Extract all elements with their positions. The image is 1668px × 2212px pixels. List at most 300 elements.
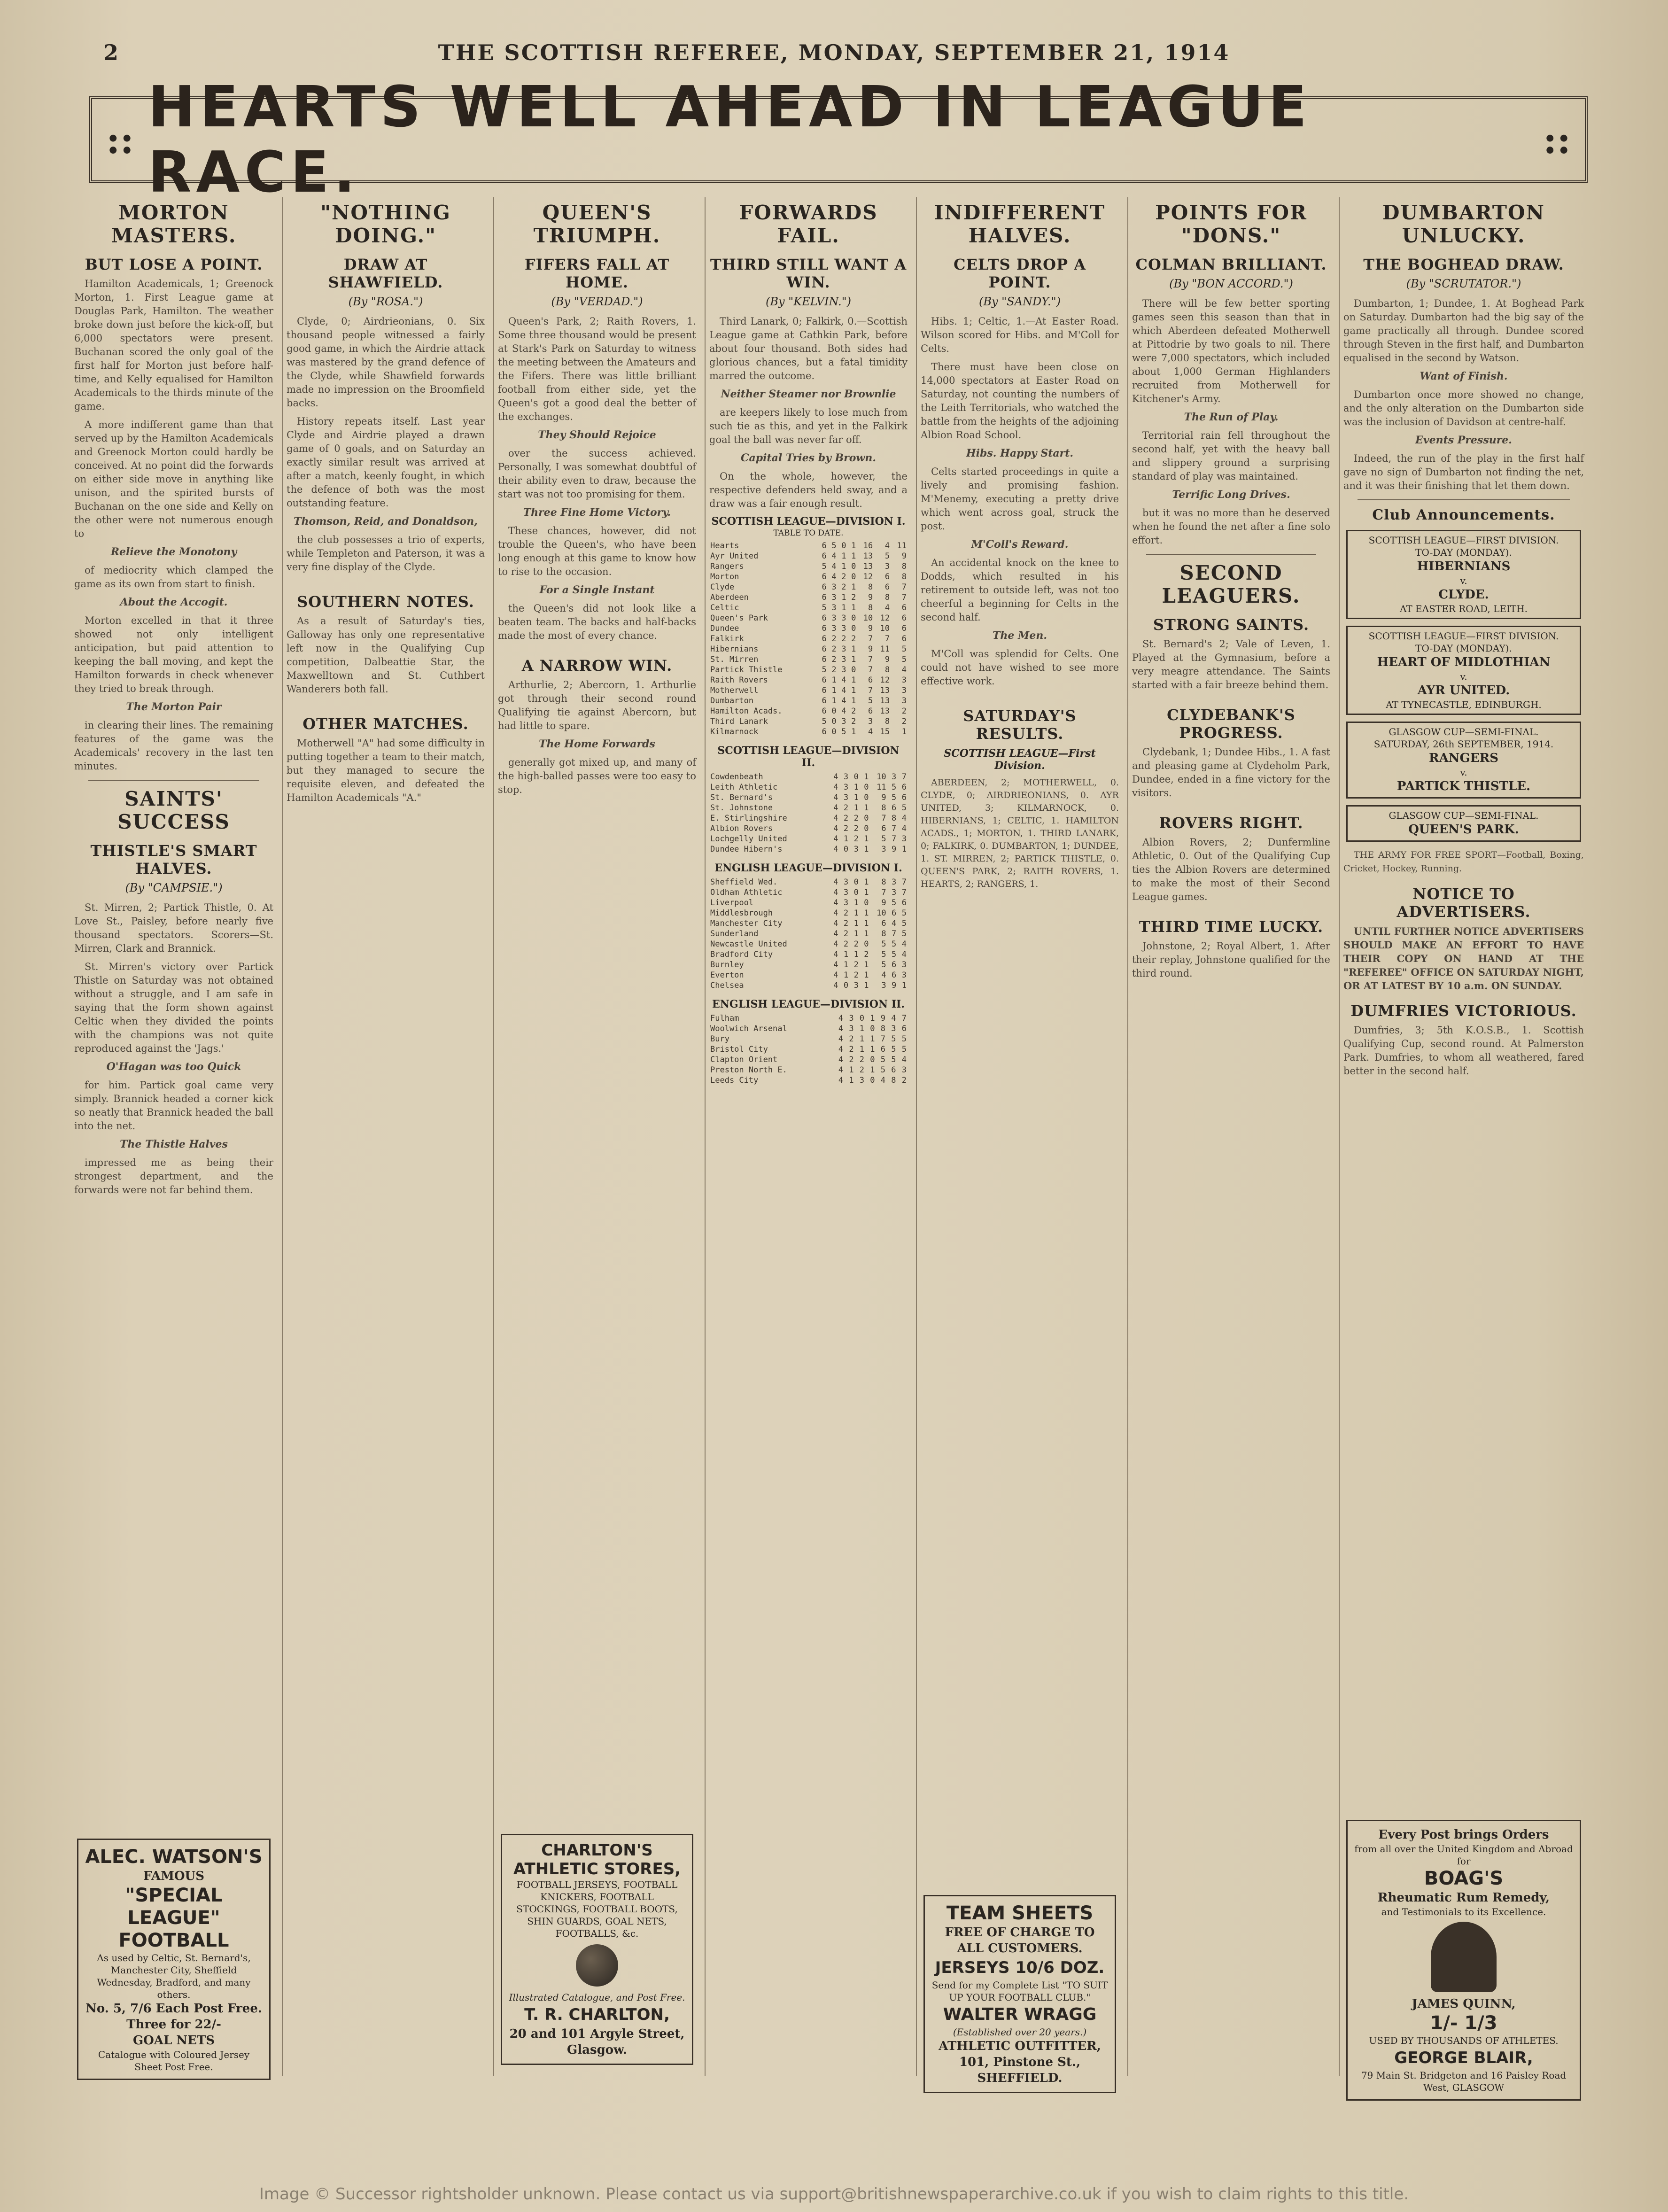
stat-cell: 1 (851, 696, 856, 706)
stat-cell: 2 (841, 572, 846, 582)
table-row (709, 970, 908, 980)
stat-cell: 1 (841, 551, 846, 561)
ad-team: PARTICK THISTLE. (1396, 779, 1531, 793)
stat-cell: 1 (864, 888, 869, 897)
stat-cell: 4 (833, 981, 838, 990)
ad-line: GOAL NETS (132, 2033, 215, 2048)
stat-cell: 1 (851, 727, 856, 737)
ad-line: v. (1460, 575, 1467, 586)
stat-cell: 3 (831, 603, 837, 613)
announcements-heading: Club Announcements. (1372, 507, 1555, 523)
stat-cell: 5 (822, 717, 827, 726)
stat-cell: 6 (901, 603, 907, 613)
stat-cell: 1 (864, 803, 869, 813)
table-row (709, 1055, 908, 1065)
table-row (709, 772, 908, 782)
paragraph: UNTIL FURTHER NOTICE ADVERTISERS SHOULD MAKE AN EFFORT TO HAVE THEIR COPY ON HAND AT THE "REFEREE" OFFICE ON SATURDAY NIGHT, OR AT LATEST BY 10 a.m. ON SUNDAY. (1343, 925, 1584, 992)
stat-cell: 2 (851, 706, 856, 716)
stat-cell: 3 (831, 624, 837, 633)
stat-cell: 10 (863, 613, 873, 623)
stat-cell: 4 (831, 572, 837, 582)
inline-subhead: About the Accogit. (120, 596, 228, 608)
stat-cell: 0 (853, 772, 859, 782)
stat-cell: 4 (831, 551, 837, 561)
stat-cell: 9 (901, 551, 907, 561)
paragraph: Indeed, the run of the play in the first half gave no sign of Dumbarton not finding the net, and it was their finishing that let them down. (1343, 453, 1584, 491)
stat-cell: 4 (868, 727, 873, 737)
main-headline: HEARTS WELL AHEAD IN LEAGUE RACE. (148, 74, 1312, 205)
table-row (709, 603, 908, 613)
english-table-div1 (709, 877, 908, 991)
ad-team: HEART OF MIDLOTHIAN (1377, 655, 1551, 669)
stat-cell: 0 (864, 793, 869, 802)
stat-cell: 5 (892, 939, 897, 949)
ad-line: AT TYNECASTLE, EDINBURGH. (1386, 699, 1542, 710)
article-body (498, 315, 696, 643)
stat-cell: 4 (838, 1014, 844, 1023)
stat-cell: 3 (901, 834, 907, 844)
stat-cell: 1 (831, 686, 837, 695)
team-name-cell: St. Bernard's (710, 793, 773, 802)
stat-cell: 0 (851, 613, 856, 623)
team-name-cell: St. Johnstone (710, 803, 773, 813)
table-row (709, 834, 908, 844)
stat-cell: 5 (892, 950, 897, 959)
stat-cell: 4 (838, 1045, 844, 1054)
stat-cell: 6 (868, 706, 873, 716)
stat-cell: 4 (838, 1065, 844, 1075)
table-row (709, 685, 908, 696)
paragraph: Territorial rain fell throughout the second half, yet with the heavy ball and slippery ground a surprising standard of play was maintained. (1132, 430, 1330, 482)
table-row (709, 613, 908, 623)
stat-cell: 2 (849, 1045, 854, 1054)
article-subheading: COLMAN BRILLIANT. (1135, 256, 1327, 273)
stat-cell: 0 (870, 1024, 875, 1033)
stat-cell: 4 (833, 950, 838, 959)
stat-cell: 6 (822, 624, 827, 633)
article-body (1343, 1024, 1584, 1078)
paragraph: History repeats itself. Last year Clyde and Airdrie played a drawn game of 0 goals, and on Saturday an exactly similar result was arrived at after a match, keenly fought, in which the defence of both was the most outstanding feature. (287, 416, 485, 509)
stat-cell: 4 (833, 783, 838, 792)
stat-cell: 3 (853, 845, 859, 854)
stat-cell: 9 (868, 644, 873, 654)
stat-cell: 4 (833, 772, 838, 782)
paragraph: On the whole, however, the respective defenders held sway, and a draw was a fair enough result. (709, 471, 908, 509)
ad-name: GEORGE BLAIR, (1394, 2049, 1533, 2067)
stat-cell: 2 (843, 919, 849, 928)
stat-cell: 6 (822, 675, 827, 685)
stat-cell: 1 (853, 783, 859, 792)
stat-cell: 1 (864, 845, 869, 854)
divider (1146, 554, 1316, 555)
stat-cell: 1 (853, 950, 859, 959)
stat-cell: 0 (841, 541, 846, 551)
team-name-cell: Everton (710, 970, 744, 980)
team-name-cell: Bradford City (710, 950, 773, 959)
stat-cell: 1 (843, 970, 849, 980)
paragraph: There must have been close on 14,000 spectators at Easter Road on Saturday, not counting the numbers of the Leith Territorials, who watched the battle from the heights of the adjoining Albion Road School. (921, 361, 1119, 441)
inline-subhead: The Morton Pair (126, 701, 222, 713)
stat-cell: 13 (863, 562, 873, 571)
stat-cell: 13 (880, 706, 890, 716)
ad-line: Send for my Complete List "TO SUIT UP YOUR FOOTBALL CLUB." (931, 1979, 1108, 2003)
paragraph: THE ARMY FOR FREE SPORT—Football, Boxing, Cricket, Hockey, Running. (1343, 850, 1584, 874)
stat-cell: 0 (843, 981, 849, 990)
stat-cell: 5 (881, 960, 886, 970)
table-row (709, 634, 908, 644)
article-heading: SAINTS' SUCCESS (117, 787, 230, 833)
league-table-div2 (709, 772, 908, 854)
ad-line: SCOTTISH LEAGUE—FIRST DIVISION. (1368, 535, 1559, 546)
stat-cell: 2 (843, 814, 849, 823)
announcement-hearts-ayr (1346, 626, 1581, 715)
table-row (709, 813, 908, 823)
column-4 (705, 197, 911, 2076)
paragraph: St. Mirren's victory over Partick Thistle on Saturday was not obtained without a struggle, and I am safe in saying that the form shown against Celtic when they divided the points with the champions was not quite reproduced against the 'Jags.' (74, 961, 273, 1054)
column-7 (1339, 197, 1588, 2093)
stat-cell: 0 (870, 1076, 875, 1085)
section-heading: SECOND LEAGUERS. (1162, 561, 1301, 607)
stat-cell: 7 (901, 1014, 907, 1023)
stat-cell: 2 (859, 1065, 865, 1075)
stat-cell: 4 (892, 919, 897, 928)
ad-name: JAMES QUINN, (1412, 1997, 1516, 2011)
stat-cell: 12 (863, 572, 873, 582)
inline-subhead: Thomson, Reid, and Donaldson, (294, 515, 478, 528)
ad-line: v. (1460, 767, 1467, 778)
inline-subhead: The Run of Play. (1184, 411, 1279, 423)
stat-cell: 3 (901, 970, 907, 980)
stat-cell: 1 (831, 675, 837, 685)
league-table-title: SCOTTISH LEAGUE—DIVISION I. (711, 515, 906, 528)
table-row (709, 665, 908, 675)
stat-cell: 6 (822, 582, 827, 592)
stat-cell: 0 (831, 706, 837, 716)
stat-cell: 6 (901, 1024, 907, 1033)
ad-address: 101, Pinstone St., SHEFFIELD. (959, 2055, 1081, 2085)
stat-cell: 4 (884, 541, 890, 551)
stat-cell: 1 (843, 950, 849, 959)
paragraph: Morton excelled in that it three showed not only intelligent anticipation, but paid attention to keeping the ball moving, and kept the Hamilton forwards in check whenever they tried to break through. (74, 615, 273, 694)
stat-cell: 1 (841, 603, 846, 613)
paragraph: Celts started proceedings in quite a lively and promising fashion. M'Menemy, executing a pretty drive which went across goal, struck the post. (921, 466, 1119, 532)
ad-line: and Testimonials to its Excellence. (1381, 1906, 1546, 1917)
stat-cell: 4 (838, 1034, 844, 1044)
stat-cell: 0 (859, 1014, 865, 1023)
paragraph: but it was no more than he deserved when he found the net after a fine solo effort. (1132, 507, 1330, 546)
stat-cell: 1 (870, 1065, 875, 1075)
stat-cell: 3 (841, 644, 846, 654)
stat-cell: 0 (851, 665, 856, 675)
team-name-cell: Kilmarnock (710, 727, 759, 737)
stat-cell: 3 (892, 888, 897, 897)
stat-cell: 8 (884, 593, 890, 602)
stat-cell: 2 (853, 814, 859, 823)
stat-cell: 6 (881, 824, 886, 833)
table-row (709, 1065, 908, 1075)
stat-cell: 13 (863, 551, 873, 561)
stat-cell: 2 (843, 908, 849, 918)
stat-cell: 3 (901, 960, 907, 970)
stat-cell: 8 (901, 572, 907, 582)
stat-cell: 7 (881, 888, 886, 897)
stat-cell: 5 (822, 665, 827, 675)
stat-cell: 6 (892, 803, 897, 813)
stat-cell: 6 (880, 1045, 885, 1054)
stat-cell: 4 (838, 1076, 844, 1085)
team-name-cell: Queen's Park (710, 613, 768, 623)
stat-cell: 3 (901, 675, 907, 685)
announcement-hibs-clyde (1346, 530, 1581, 619)
ad-line: USED BY THOUSANDS OF ATHLETES. (1369, 2035, 1559, 2046)
article-body (74, 901, 273, 1197)
table-row (709, 1044, 908, 1055)
stat-cell: 1 (853, 793, 859, 802)
stat-cell: 5 (901, 1045, 907, 1054)
team-name-cell: Hearts (710, 541, 739, 551)
inline-subhead: Capital Tries by Brown. (741, 452, 876, 464)
stat-cell: 3 (843, 793, 849, 802)
stat-cell: 1 (851, 551, 856, 561)
stat-cell: 10 (877, 772, 886, 782)
stat-cell: 6 (822, 727, 827, 737)
stat-cell: 2 (831, 655, 837, 664)
stat-cell: 3 (901, 1065, 907, 1075)
table-row (709, 1013, 908, 1024)
stat-cell: 5 (892, 898, 897, 908)
stat-cell: 1 (853, 898, 859, 908)
section-heading: CLYDEBANK'S PROGRESS. (1167, 706, 1296, 742)
ad-team: CLYDE. (1438, 588, 1489, 602)
stat-cell: 1 (851, 582, 856, 592)
stat-cell: 0 (864, 814, 869, 823)
stat-cell: 9 (884, 655, 890, 664)
stat-cell: 9 (868, 624, 873, 633)
stat-cell: 6 (822, 541, 827, 551)
paragraph: ABERDEEN, 2; MOTHERWELL, 0. CLYDE, 0; AIRDRIEONIANS, 0. AYR UNITED, 3; KILMARNOCK, 0. HIBERNIANS, 1; CELTIC, 1. HAMILTON ACADS., 1; MORTON, 1. THIRD LANARK, 0; FALKIRK, 0. DUMBARTON, 1; DUNDEE, 1. ST. MIRREN, 2; PARTICK THISTLE, 0. QUEEN'S PARK, 2; RAITH ROVERS, 1. HEARTS, 2; RANGERS, 1. (921, 777, 1119, 889)
stat-cell: 6 (822, 572, 827, 582)
paragraph: for him. Partick goal came very simply. Brannick headed a corner kick so neatly that Brannick headed the ball into the net. (74, 1079, 273, 1132)
ad-line: from all over the United Kingdom and Abroad for (1354, 1843, 1573, 1867)
article-subheading: BUT LOSE A POINT. (85, 256, 263, 273)
ad-team: HIBERNIANS (1417, 559, 1511, 574)
stat-cell: 5 (884, 551, 890, 561)
stat-cell: 2 (831, 665, 837, 675)
stat-cell: 7 (868, 655, 873, 664)
army-notice (1343, 848, 1584, 876)
stat-cell: 8 (891, 1076, 896, 1085)
column-2 (282, 197, 489, 2076)
table-row (709, 844, 908, 854)
article-body (287, 614, 485, 696)
stat-cell: 2 (853, 970, 859, 980)
team-name-cell: Clyde (710, 582, 735, 592)
ad-line: v. (1460, 671, 1467, 682)
stat-cell: 1 (851, 603, 856, 613)
ad-price: 1/- 1/3 (1430, 2012, 1497, 2034)
byline: (By "SCRUTATOR.") (1406, 277, 1521, 290)
inline-subhead: O'Hagan was too Quick (106, 1061, 241, 1073)
headline-banner (89, 74, 1588, 205)
article-subheading: CELTS DROP A POINT. (953, 256, 1086, 291)
stat-cell: 1 (843, 960, 849, 970)
stat-cell: 7 (868, 665, 873, 675)
stat-cell: 8 (901, 562, 907, 571)
table-row (709, 1075, 908, 1086)
banner-ornament-left: :: (106, 117, 134, 162)
stat-cell: 1 (864, 960, 869, 970)
stat-cell: 1 (864, 908, 869, 918)
article-heading: "NOTHING DOING." (320, 201, 451, 247)
inline-subhead: The Men. (992, 629, 1047, 642)
advertiser-notice (1343, 924, 1584, 993)
inline-subhead: Neither Steamer nor Brownlie (721, 388, 896, 400)
stat-cell: 1 (864, 834, 869, 844)
stat-cell: 4 (901, 1055, 907, 1064)
stat-cell: 4 (833, 834, 838, 844)
stat-cell: 6 (868, 675, 873, 685)
table-row (709, 877, 908, 887)
stat-cell: 4 (833, 939, 838, 949)
results-list (921, 776, 1119, 891)
ad-title: BOAG'S (1424, 1868, 1504, 1889)
article-subheading: THISTLE'S SMART HALVES. (90, 842, 257, 877)
paragraph: Johnstone, 2; Royal Albert, 1. After their replay, Johnstone qualified for the third round. (1132, 940, 1330, 979)
ad-line: TO-DAY (MONDAY). (1415, 547, 1512, 558)
stat-cell: 5 (892, 793, 897, 802)
ad-price: Three for 22/- (126, 2018, 221, 2032)
table-row (709, 980, 908, 991)
stat-cell: 5 (901, 908, 907, 918)
stat-cell: 4 (838, 1055, 844, 1064)
article-heading: POINTS FOR "DONS." (1155, 201, 1307, 247)
table-row (709, 706, 908, 716)
section-heading: ROVERS RIGHT. (1159, 814, 1303, 832)
section-heading: SOUTHERN NOTES. (297, 593, 474, 611)
article-body (1132, 637, 1330, 692)
team-name-cell: Albion Rovers (710, 824, 773, 833)
article-subheading: FIFERS FALL AT HOME. (524, 256, 670, 291)
stat-cell: 4 (901, 814, 907, 823)
inline-subhead: Terrific Long Drives. (1172, 489, 1290, 501)
ad-price: No. 5, 7/6 Each Post Free. (85, 2002, 262, 2016)
ad-line: SATURDAY, 26th SEPTEMBER, 1914. (1373, 738, 1554, 750)
stat-cell: 1 (853, 803, 859, 813)
paragraph: Dumfries, 3; 5th K.O.S.B., 1. Scottish Qualifying Cup, second round. At Palmerston Park. Dumfries, to whom all weathered, fared better in the second half. (1343, 1025, 1584, 1077)
stat-cell: 6 (822, 655, 827, 664)
ad-title: CHARLTON'S ATHLETIC STORES, (513, 1841, 681, 1878)
stat-cell: 3 (843, 772, 849, 782)
stat-cell: 1 (864, 772, 869, 782)
stat-cell: 5 (868, 696, 873, 706)
stat-cell: 1 (901, 727, 907, 737)
stat-cell: 0 (831, 727, 837, 737)
stat-cell: 4 (833, 970, 838, 980)
stat-cell: 7 (901, 593, 907, 602)
stat-cell: 3 (853, 981, 859, 990)
stat-cell: 8 (884, 717, 890, 726)
team-name-cell: Morton (710, 572, 739, 582)
stat-cell: 9 (881, 793, 886, 802)
team-name-cell: E. Stirlingshire (710, 814, 787, 823)
stat-cell: 3 (841, 655, 846, 664)
stat-cell: 1 (901, 845, 907, 854)
table-row (709, 696, 908, 706)
banner-ornament-right: :: (1543, 117, 1571, 162)
paragraph: the club possesses a trio of experts, while Templeton and Paterson, it was a very fine display of the Clyde. (287, 534, 485, 573)
table-row (709, 803, 908, 813)
stat-cell: 4 (880, 1076, 885, 1085)
stat-cell: 2 (851, 593, 856, 602)
ad-team: AYR UNITED. (1417, 683, 1510, 698)
announcement-rangers-partick (1346, 722, 1581, 799)
stat-cell: 2 (853, 939, 859, 949)
table-row (709, 1034, 908, 1044)
wragg-advert (923, 1895, 1116, 2093)
stat-cell: 8 (880, 1024, 885, 1033)
stat-cell: 2 (849, 1034, 854, 1044)
stat-cell: 5 (841, 727, 846, 737)
stat-cell: 4 (891, 1014, 896, 1023)
section-heading: DUMFRIES VICTORIOUS. (1350, 1002, 1577, 1020)
paragraph: A more indifferent game than that served up by the Hamilton Academicals and Greenock Morton could hardly be conceived. At no point did the forwards on either side move in anything like unison, and the spirited bursts of Buchanan on the one side and Kelly on the other were not numerous enough to (74, 419, 273, 539)
table-row (709, 1024, 908, 1034)
stat-cell: 0 (831, 717, 837, 726)
stat-cell: 1 (901, 981, 907, 990)
stat-cell: 1 (851, 686, 856, 695)
ad-title: ALEC. WATSON'S (85, 1846, 263, 1868)
team-name-cell: Cowdenbeath (710, 772, 763, 782)
stat-cell: 4 (841, 696, 846, 706)
stat-cell: 1 (853, 908, 859, 918)
stat-cell: 5 (901, 1034, 907, 1044)
stat-cell: 4 (841, 706, 846, 716)
team-name-cell: Woolwich Arsenal (710, 1024, 787, 1033)
stat-cell: 13 (880, 686, 890, 695)
table-row (709, 582, 908, 592)
paragraph: Clyde, 0; Airdrieonians, 0. Six thousand people witnessed a fairly good game, in which the Airdrie attack was mastered by the grand defence of the Clyde, while Shawfield forwards made no impression on the Broomfield backs. (287, 316, 485, 409)
stat-cell: 3 (849, 1014, 854, 1023)
team-name-cell: Clapton Orient (710, 1055, 778, 1064)
stat-cell: 1 (851, 541, 856, 551)
stat-cell: 9 (881, 898, 886, 908)
table-row (709, 675, 908, 685)
stat-cell: 1 (843, 834, 849, 844)
stat-cell: 2 (901, 1076, 907, 1085)
paragraph: An accidental knock on the knee to Dodds, which resulted in his retirement to outside left, was not too cheerful a beginning for Celts in the second half. (921, 557, 1119, 623)
stat-cell: 6 (884, 572, 890, 582)
stat-cell: 8 (868, 603, 873, 613)
paragraph: in clearing their lines. The remaining features of the game was the Academicals' recovery in the last ten minutes. (74, 720, 273, 772)
table-row (709, 823, 908, 834)
stat-cell: 0 (851, 624, 856, 633)
stat-cell: 0 (853, 888, 859, 897)
stat-cell: 6 (884, 582, 890, 592)
stat-cell: 4 (881, 970, 886, 980)
stat-cell: 0 (870, 1055, 875, 1064)
stat-cell: 7 (901, 877, 907, 887)
table-row (709, 716, 908, 727)
team-name-cell: Aberdeen (710, 593, 749, 602)
inline-subhead: Want of Finish. (1420, 370, 1508, 382)
stat-cell: 1 (853, 919, 859, 928)
stat-cell: 12 (880, 613, 890, 623)
ad-address: 20 and 101 Argyle Street, Glasgow. (509, 2027, 685, 2057)
stat-cell: 4 (884, 603, 890, 613)
stat-cell: 3 (843, 888, 849, 897)
english-table-div2 (709, 1013, 908, 1086)
byline: (By "ROSA.") (348, 295, 423, 308)
